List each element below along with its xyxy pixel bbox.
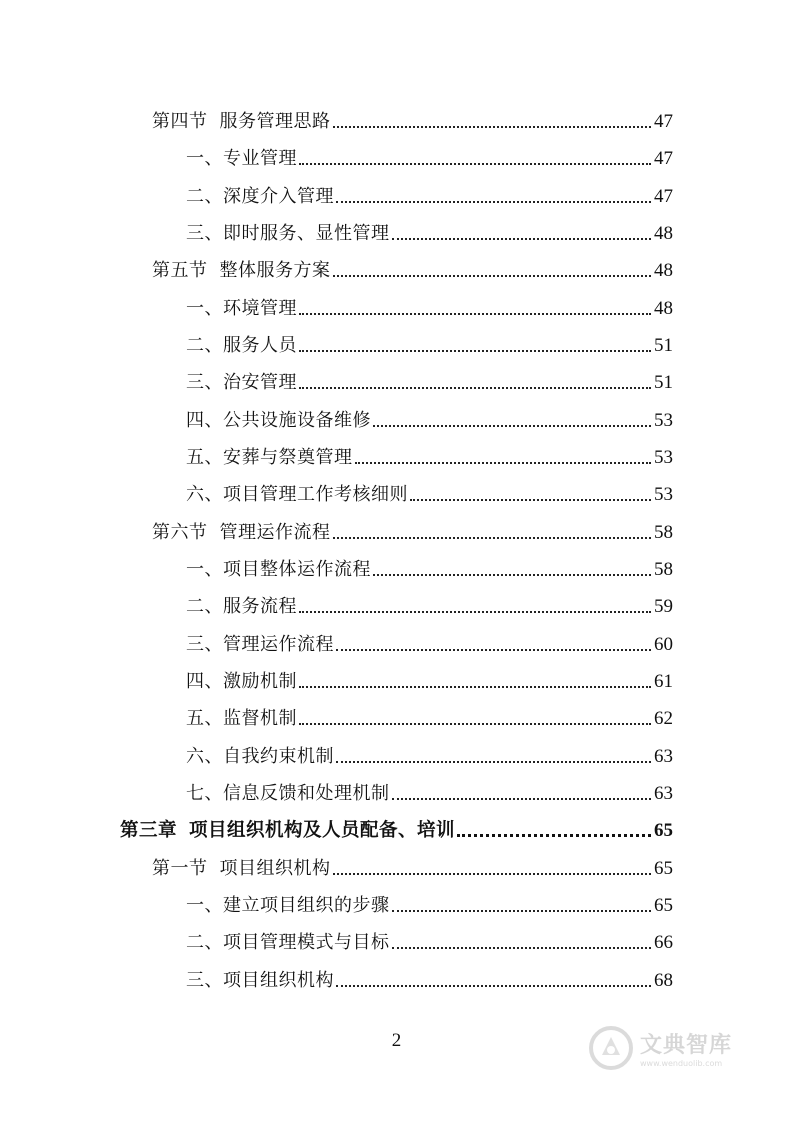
toc-entry[interactable] bbox=[186, 887, 673, 917]
toc-entry-page: 63 bbox=[654, 783, 673, 804]
page-number: 2 bbox=[391, 1030, 402, 1051]
toc-entry-page: 53 bbox=[654, 447, 673, 468]
toc-entry-label: 二、 bbox=[186, 596, 223, 617]
dot-leader bbox=[299, 611, 651, 613]
toc-entry-label: 第五节 bbox=[152, 260, 208, 281]
toc-entry[interactable] bbox=[186, 551, 673, 581]
toc-entry[interactable] bbox=[186, 738, 673, 768]
toc-entry-label: 二、 bbox=[186, 186, 223, 207]
toc-entry-page: 59 bbox=[654, 596, 673, 617]
watermark bbox=[588, 1020, 758, 1076]
toc-entry-label: 一、 bbox=[186, 559, 223, 580]
toc-entry-label: 三、 bbox=[186, 372, 223, 393]
toc-entry[interactable] bbox=[186, 215, 673, 245]
toc-entry[interactable] bbox=[186, 588, 673, 618]
toc-entry-label: 第四节 bbox=[152, 111, 208, 132]
toc-entry-label: 五、 bbox=[186, 447, 223, 468]
watermark-title: 文典智库 bbox=[640, 1033, 733, 1058]
dot-leader bbox=[299, 350, 651, 352]
toc-entry[interactable] bbox=[186, 626, 673, 656]
toc-entry-title: 安葬与祭奠管理 bbox=[223, 447, 353, 468]
toc-entry[interactable] bbox=[186, 476, 673, 506]
toc-entry-page: 65 bbox=[654, 820, 673, 841]
toc-entry-title: 整体服务方案 bbox=[219, 260, 331, 281]
dot-leader bbox=[299, 723, 651, 725]
dot-leader bbox=[333, 126, 652, 128]
toc-entry-title: 项目组织机构及人员配备、培训 bbox=[189, 820, 456, 841]
dot-leader bbox=[392, 798, 652, 800]
dot-leader bbox=[336, 985, 651, 987]
toc-entry-page: 65 bbox=[654, 858, 673, 879]
toc-entry-title: 项目管理模式与目标 bbox=[223, 932, 390, 953]
toc-entry-label: 三、 bbox=[186, 223, 223, 244]
toc-entry-page: 58 bbox=[654, 559, 673, 580]
toc-entry-page: 66 bbox=[654, 932, 673, 953]
toc-entry-title: 项目整体运作流程 bbox=[223, 559, 371, 580]
toc-entry-label: 一、 bbox=[186, 895, 223, 916]
toc-entry[interactable] bbox=[152, 514, 673, 544]
toc-entry-page: 63 bbox=[654, 746, 673, 767]
dot-leader bbox=[392, 947, 652, 949]
toc-entry-page: 65 bbox=[654, 895, 673, 916]
toc-entry-label: 六、 bbox=[186, 746, 223, 767]
toc-entry-title: 管理运作流程 bbox=[219, 522, 331, 543]
dot-leader bbox=[392, 910, 652, 912]
toc-entry-page: 51 bbox=[654, 372, 673, 393]
toc-entry-label: 七、 bbox=[186, 783, 223, 804]
toc-entry[interactable] bbox=[186, 924, 673, 954]
toc-entry-title: 公共设施设备维修 bbox=[223, 410, 371, 431]
toc-entry-title: 激励机制 bbox=[223, 671, 297, 692]
toc-entry-title: 信息反馈和处理机制 bbox=[223, 783, 390, 804]
dot-leader bbox=[336, 649, 651, 651]
toc-entry[interactable] bbox=[186, 439, 673, 469]
toc-entry-label: 六、 bbox=[186, 484, 223, 505]
toc-entry-page: 53 bbox=[654, 484, 673, 505]
toc-entry-label: 第一节 bbox=[152, 858, 208, 879]
toc-entry-page: 48 bbox=[654, 298, 673, 319]
toc-entry[interactable] bbox=[152, 103, 673, 133]
toc-entry-label: 第三章 bbox=[120, 820, 178, 841]
toc-entry-title: 治安管理 bbox=[223, 372, 297, 393]
toc-entry-title: 管理运作流程 bbox=[223, 634, 334, 655]
toc-entry-page: 51 bbox=[654, 335, 673, 356]
toc-entry-page: 58 bbox=[654, 522, 673, 543]
toc-entry[interactable] bbox=[152, 850, 673, 880]
toc-entry-page: 48 bbox=[654, 260, 673, 281]
toc-entry[interactable] bbox=[186, 364, 673, 394]
toc-entry-label: 四、 bbox=[186, 671, 223, 692]
toc-entry-page: 47 bbox=[654, 148, 673, 169]
toc-entry-title: 即时服务、显性管理 bbox=[223, 223, 390, 244]
toc-entry-label: 三、 bbox=[186, 970, 223, 991]
toc-entry[interactable] bbox=[186, 402, 673, 432]
dot-leader bbox=[336, 761, 651, 763]
toc-entry-title: 服务人员 bbox=[223, 335, 297, 356]
toc-entry-title: 项目组织机构 bbox=[219, 858, 331, 879]
toc-entry-page: 62 bbox=[654, 708, 673, 729]
toc-entry-label: 第六节 bbox=[152, 522, 208, 543]
toc-entry-title: 项目管理工作考核细则 bbox=[223, 484, 408, 505]
dot-leader bbox=[355, 462, 652, 464]
toc-entry-title: 建立项目组织的步骤 bbox=[223, 895, 390, 916]
toc-entry[interactable] bbox=[186, 663, 673, 693]
dot-leader bbox=[336, 201, 651, 203]
toc-entry[interactable] bbox=[186, 962, 673, 992]
toc-entry-page: 47 bbox=[654, 186, 673, 207]
toc-entry[interactable] bbox=[186, 178, 673, 208]
toc-entry-title: 监督机制 bbox=[223, 708, 297, 729]
dot-leader bbox=[299, 686, 651, 688]
toc-entry-label: 一、 bbox=[186, 298, 223, 319]
toc-chapter-entry[interactable] bbox=[120, 812, 673, 842]
toc-entry-title: 自我约束机制 bbox=[223, 746, 334, 767]
toc-entry-title: 专业管理 bbox=[223, 148, 297, 169]
watermark-url: www.wenduolib.com bbox=[640, 1059, 723, 1068]
dot-leader bbox=[299, 387, 651, 389]
toc-entry-label: 二、 bbox=[186, 335, 223, 356]
toc-entry[interactable] bbox=[186, 327, 673, 357]
dot-leader bbox=[410, 499, 651, 501]
toc-entry-label: 四、 bbox=[186, 410, 223, 431]
toc-entry[interactable] bbox=[186, 775, 673, 805]
toc-entry-label: 三、 bbox=[186, 634, 223, 655]
toc-entry-page: 61 bbox=[654, 671, 673, 692]
toc-entry[interactable] bbox=[186, 700, 673, 730]
toc-entry[interactable] bbox=[152, 252, 673, 282]
dot-leader bbox=[392, 238, 652, 240]
toc-entry-label: 五、 bbox=[186, 708, 223, 729]
dot-leader bbox=[299, 163, 651, 165]
toc-entry-title: 服务管理思路 bbox=[219, 111, 331, 132]
toc-entry-page: 60 bbox=[654, 634, 673, 655]
dot-leader bbox=[457, 834, 651, 837]
toc-entry-title: 环境管理 bbox=[223, 298, 297, 319]
toc-entry-label: 二、 bbox=[186, 932, 223, 953]
dot-leader bbox=[373, 425, 651, 427]
dot-leader bbox=[333, 873, 652, 875]
dot-leader bbox=[373, 574, 651, 576]
toc-entry-title: 深度介入管理 bbox=[223, 186, 334, 207]
toc-entry-page: 53 bbox=[654, 410, 673, 431]
toc-entry-title: 服务流程 bbox=[223, 596, 297, 617]
toc-entry-title: 项目组织机构 bbox=[223, 970, 334, 991]
toc-entry-label: 一、 bbox=[186, 148, 223, 169]
toc-entry-page: 47 bbox=[654, 111, 673, 132]
toc-entry-page: 48 bbox=[654, 223, 673, 244]
toc-entry[interactable] bbox=[186, 290, 673, 320]
dot-leader bbox=[299, 313, 651, 315]
toc-entry[interactable] bbox=[186, 140, 673, 170]
watermark-logo-icon bbox=[588, 1025, 634, 1071]
dot-leader bbox=[333, 275, 652, 277]
dot-leader bbox=[333, 537, 652, 539]
toc-entry-page: 68 bbox=[654, 970, 673, 991]
